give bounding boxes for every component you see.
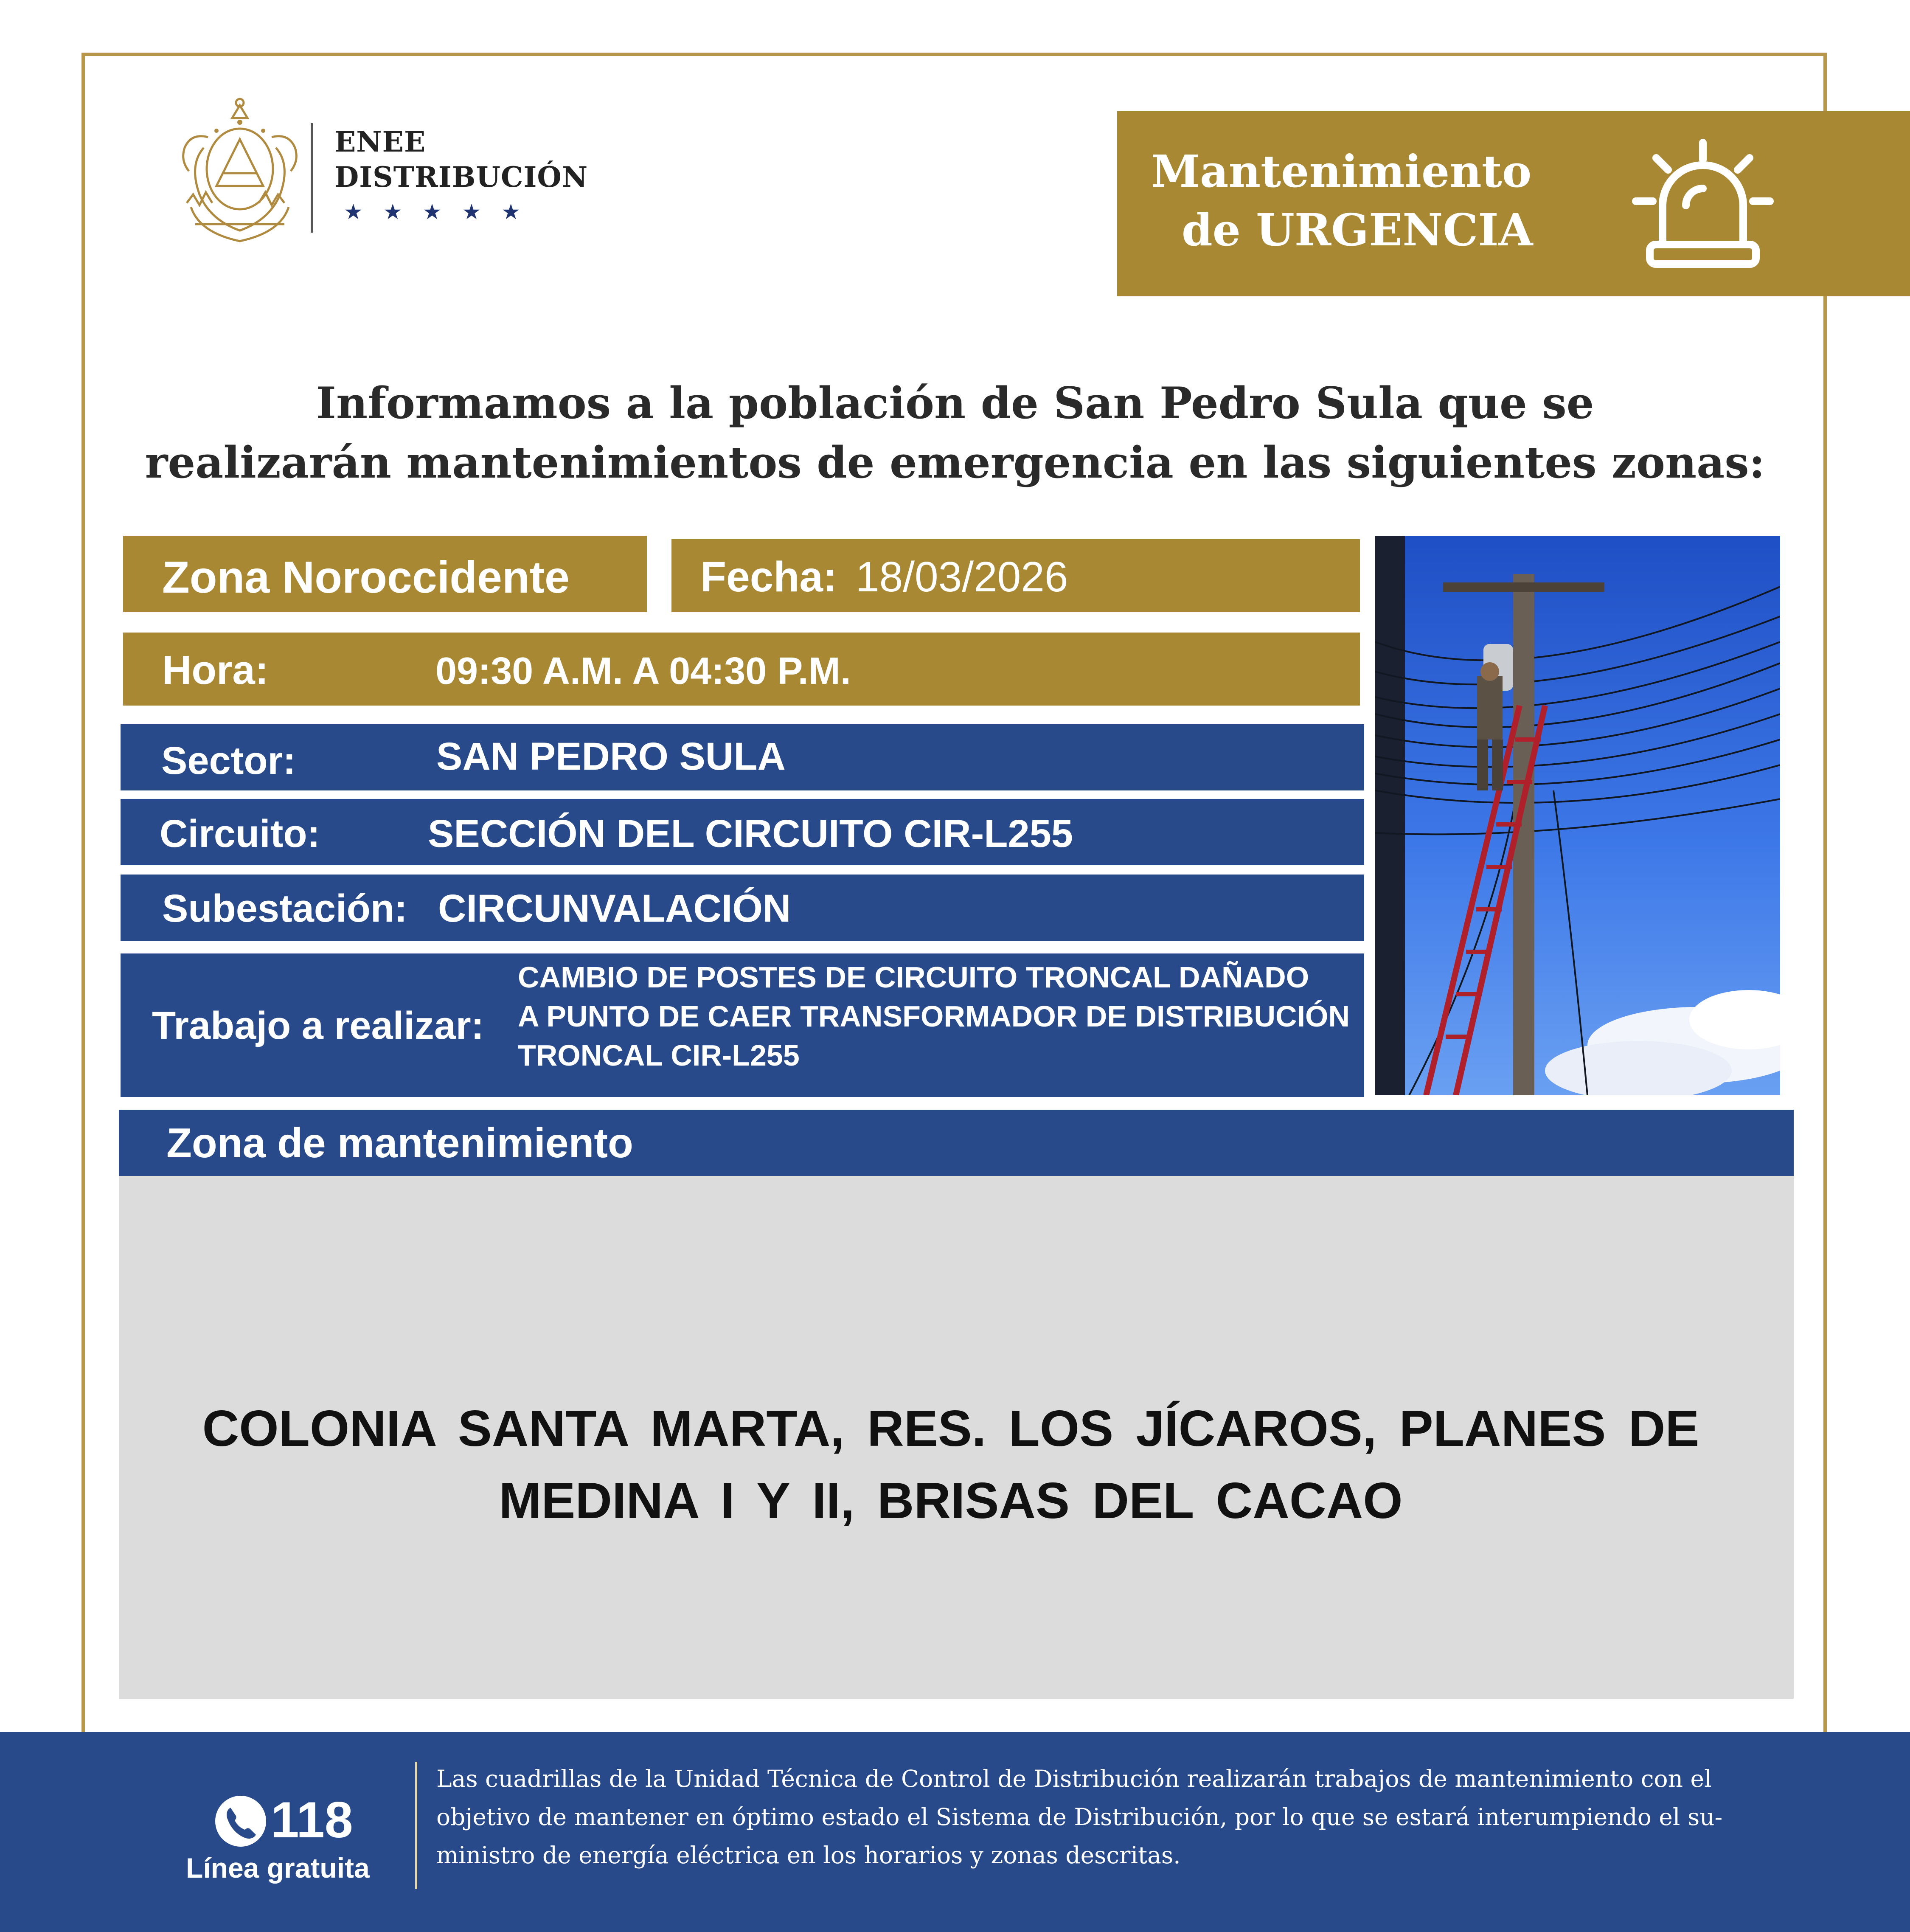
urgency-banner (1117, 111, 1910, 296)
logo-divider (311, 123, 313, 233)
substation-value: CIRCUNVALACIÓN (438, 887, 791, 930)
time-label: Hora: (162, 647, 269, 693)
lineman-photo (1375, 536, 1780, 1095)
date-bar (671, 539, 1360, 612)
footer-notice-line1: Las cuadrillas de la Unidad Técnica de Control de Distribución realizarán trabajos de mantenimiento con el (436, 1765, 1712, 1792)
intro-text (85, 374, 1825, 492)
brand-name: ENEE (334, 125, 426, 158)
time-value: 09:30 A.M. A 04:30 P.M. (435, 650, 851, 692)
work-bar (121, 953, 1364, 1097)
circuit-value: SECCIÓN DEL CIRCUITO CIR-L255 (428, 812, 1073, 855)
zone-bar (123, 536, 647, 612)
circuit-label: Circuito: (160, 812, 320, 855)
hotline-number: 118 (271, 1791, 353, 1848)
footer-notice-line2: objetivo de mantener en óptimo estado el Sistema de Distribución, por lo que se estará interumpiendo el su- (436, 1803, 1723, 1831)
maintenance-zone-list (161, 1392, 1740, 1537)
phone-icon (214, 1795, 267, 1848)
sector-value: SAN PEDRO SULA (436, 735, 786, 778)
maintenance-zone-line2: MEDINA I Y II, BRISAS DEL CACAO (499, 1472, 1403, 1529)
brand-subtitle: DISTRIBUCIÓN (334, 160, 588, 194)
zone-name: Zona Noroccidente (162, 552, 570, 602)
brand-stars: ★★★★★ (344, 200, 541, 224)
maintenance-zone-heading: Zona de mantenimiento (166, 1119, 633, 1166)
work-line1: CAMBIO DE POSTES DE CIRCUITO TRONCAL DAÑADO (518, 961, 1309, 994)
time-bar (123, 633, 1360, 706)
maintenance-zone-header (119, 1110, 1794, 1176)
footer-divider (415, 1762, 417, 1889)
work-line2: A PUNTO DE CAER TRANSFORMADOR DE DISTRIBUCIÓN (518, 1000, 1350, 1033)
intro-line1: Informamos a la población de San Pedro Sula que se (316, 378, 1594, 429)
intro-line2: realizarán mantenimientos de emergencia en las siguientes zonas: (145, 437, 1765, 488)
footer-notice (436, 1760, 1773, 1874)
sector-bar (121, 724, 1364, 790)
work-line3: TRONCAL CIR-L255 (518, 1039, 800, 1072)
date-label: Fecha: (700, 553, 837, 601)
urgency-title-line2: de URGENCIA (1182, 204, 1533, 256)
substation-label: Subestación: (162, 887, 407, 930)
date-value: 18/03/2026 (856, 553, 1068, 601)
maintenance-zone-line1: COLONIA SANTA MARTA, RES. LOS JÍCAROS, PLANES DE (202, 1400, 1699, 1457)
work-label: Trabajo a realizar: (152, 1004, 484, 1047)
urgency-title-line1: Mantenimiento (1151, 145, 1532, 197)
substation-bar (121, 875, 1364, 941)
hotline-label: Línea gratuita (186, 1852, 370, 1884)
sector-label: Sector: (161, 739, 296, 782)
coat-of-arms-icon (178, 97, 301, 250)
siren-icon (1626, 133, 1779, 273)
footer-notice-line3: ministro de energía eléctrica en los horarios y zonas descritas. (436, 1842, 1181, 1869)
circuit-bar (121, 799, 1364, 865)
